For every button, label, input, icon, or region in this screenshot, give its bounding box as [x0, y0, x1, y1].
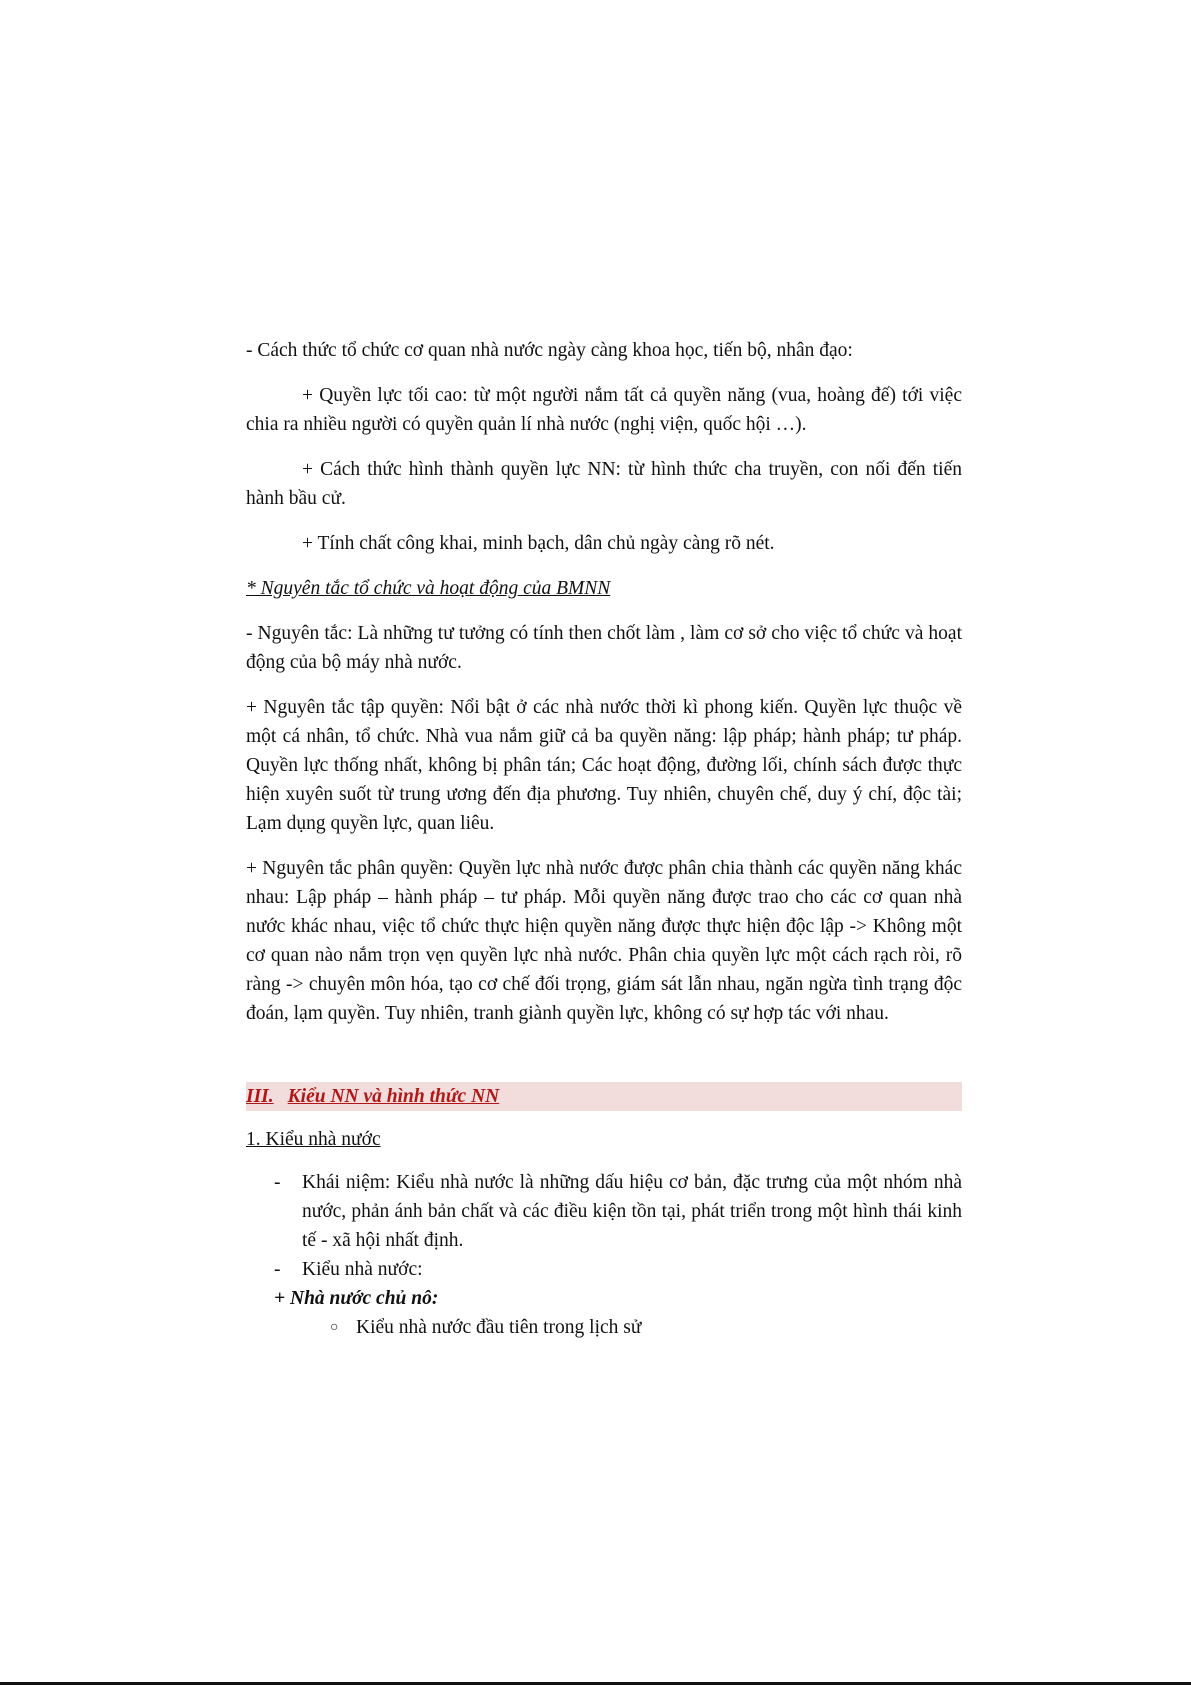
heading-section-iii — [246, 1082, 962, 1111]
document-page — [246, 336, 962, 1342]
paragraph-power-formation: + Cách thức hình thành quyền lực NN: từ hình thức cha truyền, con nối đến tiến hành bầu cử. — [246, 459, 962, 509]
paragraph-centralization-principle: + Nguyên tắc tập quyền: Nổi bật ở các nhà nước thời kì phong kiến. Quyền lực thuộc về một cá nhân, tổ chức. Nhà vua nắm giữ cả ba quyền năng: lập pháp; hành pháp; tư pháp. Quyền lực thống nhất, không bị phân tán; Các hoạt động, đường lối, chính sách được thực hiện xuyên suốt từ trung ương đến địa phương. Tuy nhiên, chuyên chế, duy ý chí, độc tài; Lạm dụng quyền lực, quan liêu. — [246, 697, 962, 834]
paragraph-separation-principle: + Nguyên tắc phân quyền: Quyền lực nhà nước được phân chia thành các quyền năng khác nhau: Lập pháp – hành pháp – tư pháp. Mỗi quyền năng được trao cho các cơ quan nhà nước khác nhau, việc tổ chức thực hiện quyền năng được thực hiện độc lập -> Không một cơ quan nào nắm trọn vẹn quyền lực nhà nước. Phân chia quyền lực một cách rạch ròi, rõ ràng -> chuyên môn hóa, tạo cơ chế đối trọng, giám sát lẫn nhau, ngăn ngừa tình trạng độc đoán, lạm quyền. Tuy nhiên, tranh giành quyền lực, không có sự hợp tác với nhau. — [246, 858, 962, 1024]
slave-state-heading: + Nhà nước chủ nô: — [274, 1288, 439, 1309]
circle-list — [246, 1313, 962, 1342]
list-item-first-state-type: ○ Kiểu nhà nước đầu tiên trong lịch sử — [330, 1313, 962, 1342]
section-title-principles: * Nguyên tắc tổ chức và hoạt động của BMNN — [246, 578, 611, 599]
paragraph-transparency: + Tính chất công khai, minh bạch, dân chủ ngày càng rõ nét. — [302, 533, 775, 554]
paragraph-supreme-power: + Quyền lực tối cao: từ một người nắm tất cả quyền năng (vua, hoàng đế) tới việc chia ra nhiều người có quyền quản lí nhà nước (nghị viện, quốc hội …). — [246, 385, 962, 435]
paragraph-organization-methods: - Cách thức tổ chức cơ quan nhà nước ngày càng khoa học, tiến bộ, nhân đạo: — [246, 340, 853, 361]
heading-number: III. — [246, 1086, 274, 1107]
paragraph-principle-definition: - Nguyên tắc: Là những tư tưởng có tính then chốt làm , làm cơ sở cho việc tổ chức và hoạt động của bộ máy nhà nước. — [246, 623, 962, 673]
list-item-state-types: - Kiểu nhà nước: — [274, 1255, 962, 1284]
heading-text: Kiểu NN và hình thức NN — [287, 1086, 500, 1107]
subheading-state-type: 1. Kiểu nhà nước — [246, 1129, 381, 1150]
dash-list — [246, 1168, 962, 1284]
list-item-concept: - Khái niệm: Kiểu nhà nước là những dấu hiệu cơ bản, đặc trưng của một nhóm nhà nước, phản ánh bản chất và các điều kiện tồn tại, phát triển trong một hình thái kinh tế - xã hội nhất định. — [274, 1168, 962, 1255]
